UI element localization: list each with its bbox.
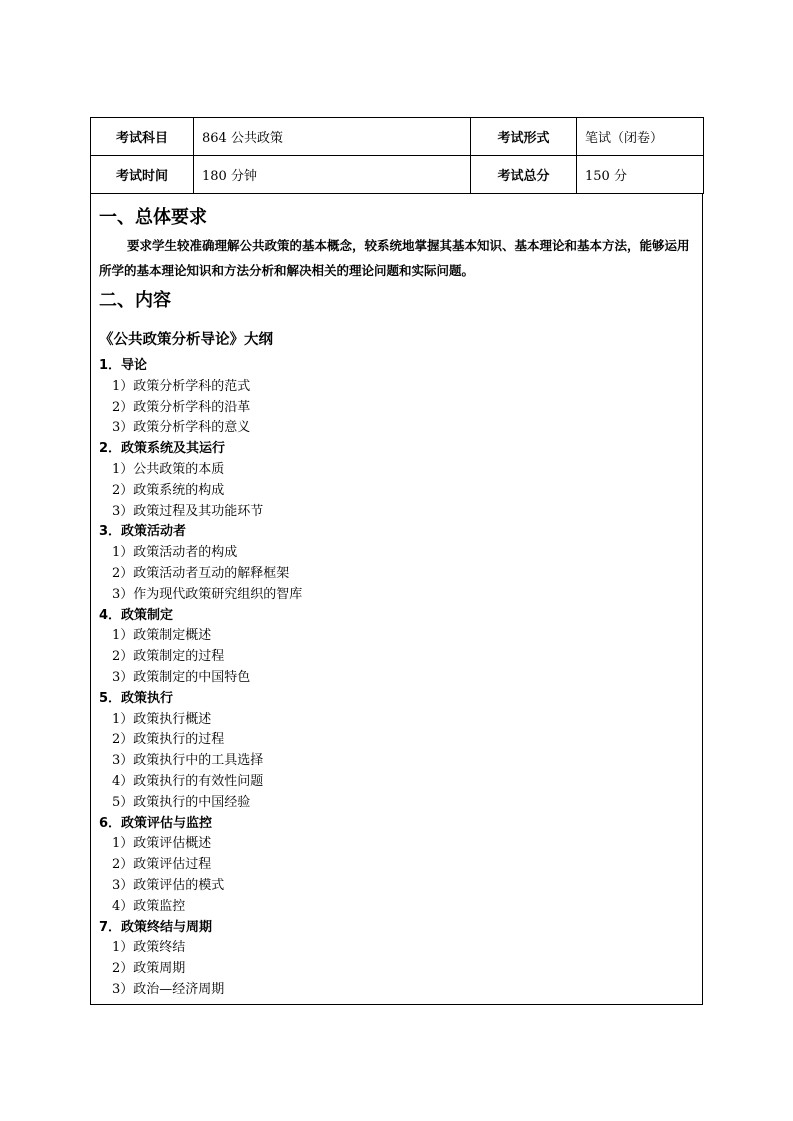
chapter-item: 1）政策制定概述 [112,628,212,644]
chapter-item: 2）政策周期 [112,961,186,977]
chapter-item: 1）政策分析学科的范式 [112,378,251,394]
chapter-item: 5）政策执行的中国经验 [112,794,251,810]
chapter-item: 3）政策分析学科的意义 [112,420,251,436]
chapter-title: 7．政策终结与周期 [99,919,213,935]
chapter-item: 1）政策评估概述 [112,836,212,852]
chapter-item: 1）政策执行概述 [112,711,212,727]
chapter-item: 2）政策系统的构成 [112,482,225,498]
section-general-requirements-title: 一、总体要求 [99,207,207,228]
subject-value: 864 公共政策 [194,118,471,156]
general-requirements-paragraph [99,233,695,283]
chapter-title: 3．政策活动者 [99,524,187,540]
book-title: 《公共政策分析导论》大纲 [99,332,273,348]
exam-info-row-2 [91,156,704,194]
chapter-title: 6．政策评估与监控 [99,815,213,831]
chapter-title: 4．政策制定 [99,607,174,623]
score-value: 150 分 [577,156,704,194]
exam-info-table [90,117,704,194]
exam-syllabus-page [90,117,703,1005]
form-label: 考试形式 [471,118,577,156]
form-value: 笔试（闭卷） [577,118,704,156]
chapter-item: 2）政策分析学科的沿革 [112,399,251,415]
chapter-item: 1）政策终结 [112,940,186,956]
subject-label: 考试科目 [91,118,194,156]
chapter-item: 2）政策制定的过程 [112,649,225,665]
chapter-item: 3）政策过程及其功能环节 [112,503,264,519]
chapter-item: 4）政策监控 [112,898,186,914]
chapter-item: 1）政策活动者的构成 [112,545,238,561]
chapter-title: 1．导论 [99,358,148,373]
syllabus-outline [99,356,689,1001]
chapter-title: 5．政策执行 [99,690,174,706]
chapter-item: 3）政策执行中的工具选择 [112,753,264,769]
time-value: 180 分钟 [194,156,471,194]
chapter-item: 3）作为现代政策研究组织的智库 [112,586,303,602]
chapter-item: 3）政策评估的模式 [112,877,225,893]
time-label: 考试时间 [91,156,194,194]
chapter-item: 2）政策执行的过程 [112,732,225,748]
chapter-item: 4）政策执行的有效性问题 [112,773,264,789]
chapter-item: 3）政策制定的中国特色 [112,669,251,685]
chapter-item: 3）政治—经济周期 [112,981,225,997]
score-label: 考试总分 [471,156,577,194]
exam-info-row-1 [91,118,704,156]
chapter-title: 2．政策系统及其运行 [99,441,226,457]
chapter-item: 2）政策评估过程 [112,857,212,873]
chapter-item: 1）公共政策的本质 [112,461,225,477]
general-requirements-text: 要求学生较准确理解公共政策的基本概念，较系统地掌握其基本知识、基本理论和基本方法，能够运用所学的基本理论知识和方法分析和解决相关的理论问题和实际问题。 [99,238,690,278]
chapter-item: 2）政策活动者互动的解释框架 [112,565,290,581]
section-content-title: 二、内容 [99,290,171,311]
content-box [90,194,703,1005]
